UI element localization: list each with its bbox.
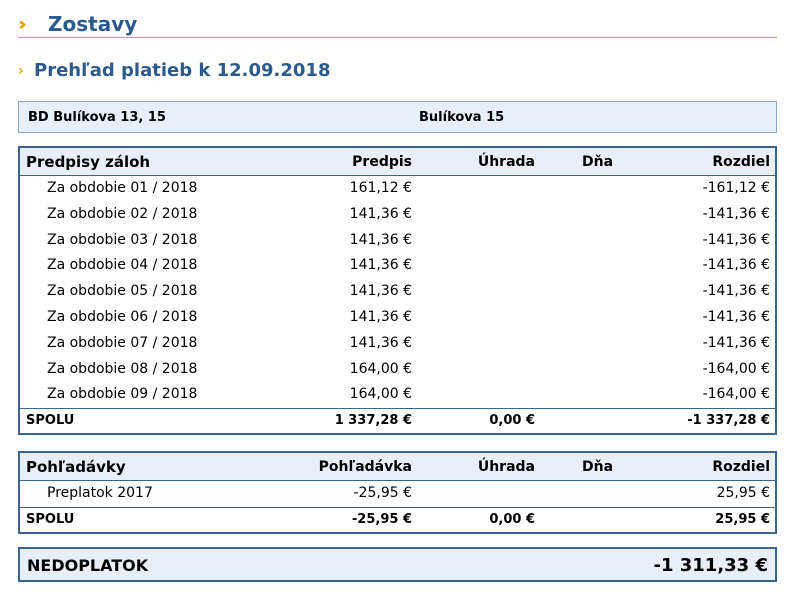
row-rozdiel: -141,36 €: [702, 283, 770, 300]
section-title: Prehľad platieb k 12.09.2018: [34, 60, 331, 81]
page-header: [18, 12, 777, 38]
row-name: Za obdobie 02 / 2018: [47, 205, 198, 222]
total-rozdiel: 25,95 €: [715, 511, 770, 527]
pohladavky-table-header: [20, 453, 775, 481]
row-predpis: 141,36 €: [349, 257, 412, 274]
pohladavky-total-row: [20, 507, 775, 532]
summary-value: -1 311,33 €: [653, 555, 768, 576]
page-title: Zostavy: [48, 12, 138, 36]
row-name: Za obdobie 07 / 2018: [47, 334, 198, 351]
table-row: [20, 228, 775, 254]
row-name: Za obdobie 06 / 2018: [47, 308, 198, 325]
predpisy-title: Predpisy záloh: [26, 153, 151, 171]
table-row: [20, 357, 775, 383]
col-uhrada: Úhrada: [477, 459, 535, 475]
total-uhrada: 0,00 €: [489, 413, 535, 429]
col-pohladavka: Pohľadávka: [318, 459, 412, 475]
row-name: Za obdobie 03 / 2018: [47, 231, 198, 248]
pohladavky-rows: [20, 481, 775, 507]
row-name: Za obdobie 01 / 2018: [47, 180, 198, 196]
row-predpis: -25,95 €: [353, 485, 412, 501]
row-rozdiel: 25,95 €: [716, 485, 770, 501]
row-name: Za obdobie 04 / 2018: [47, 257, 198, 274]
predpisy-total-row: [20, 408, 775, 433]
col-dna: Dňa: [582, 154, 614, 170]
row-predpis: 141,36 €: [349, 231, 412, 248]
row-predpis: 164,00 €: [349, 386, 412, 403]
table-row: [20, 176, 775, 202]
property-address: Bulíkova 15: [419, 110, 505, 125]
table-row: [20, 253, 775, 279]
total-label: SPOLU: [26, 413, 75, 429]
row-predpis: 141,36 €: [349, 308, 412, 325]
pohladavky-title: Pohľadávky: [26, 458, 126, 476]
table-row: [20, 382, 775, 408]
predpisy-rows: [20, 176, 775, 408]
col-uhrada: Úhrada: [477, 154, 535, 170]
total-pohladavka: -25,95 €: [351, 511, 412, 527]
row-predpis: 164,00 €: [349, 360, 412, 377]
row-rozdiel: -141,36 €: [702, 334, 770, 351]
predpisy-table: [18, 146, 777, 435]
row-rozdiel: -164,00 €: [702, 386, 770, 403]
col-rozdiel: Rozdiel: [712, 459, 770, 475]
chevron-icon: ›: [18, 63, 24, 79]
row-predpis: 141,36 €: [349, 283, 412, 300]
total-uhrada: 0,00 €: [489, 511, 535, 527]
table-row: [20, 305, 775, 331]
table-row: [20, 481, 775, 507]
row-name: Za obdobie 08 / 2018: [47, 360, 198, 377]
row-rozdiel: -141,36 €: [702, 308, 770, 325]
table-row: [20, 202, 775, 228]
association-name: BD Bulíkova 13, 15: [28, 110, 166, 125]
row-predpis: 141,36 €: [349, 205, 412, 222]
table-row: [20, 331, 775, 357]
row-predpis: 161,12 €: [349, 180, 412, 196]
total-label: SPOLU: [26, 511, 75, 527]
total-predpis: 1 337,28 €: [334, 413, 412, 429]
predpisy-table-header: [20, 148, 775, 176]
nedoplatok-summary: [18, 547, 777, 582]
row-rozdiel: -161,12 €: [702, 180, 770, 196]
row-rozdiel: -164,00 €: [702, 360, 770, 377]
row-rozdiel: -141,36 €: [702, 257, 770, 274]
col-dna: Dňa: [582, 459, 614, 475]
col-predpis: Predpis: [352, 154, 412, 170]
pohladavky-table: [18, 451, 777, 534]
col-rozdiel: Rozdiel: [712, 154, 770, 170]
row-name: Preplatok 2017: [47, 485, 153, 501]
double-chevron-icon: ››: [18, 14, 21, 35]
row-rozdiel: -141,36 €: [702, 205, 770, 222]
property-info-bar: [18, 101, 777, 133]
row-name: Za obdobie 05 / 2018: [47, 283, 198, 300]
table-row: [20, 279, 775, 305]
row-predpis: 141,36 €: [349, 334, 412, 351]
total-rozdiel: -1 337,28 €: [687, 413, 770, 429]
row-name: Za obdobie 09 / 2018: [47, 386, 198, 403]
row-rozdiel: -141,36 €: [702, 231, 770, 248]
summary-label: NEDOPLATOK: [27, 556, 149, 575]
